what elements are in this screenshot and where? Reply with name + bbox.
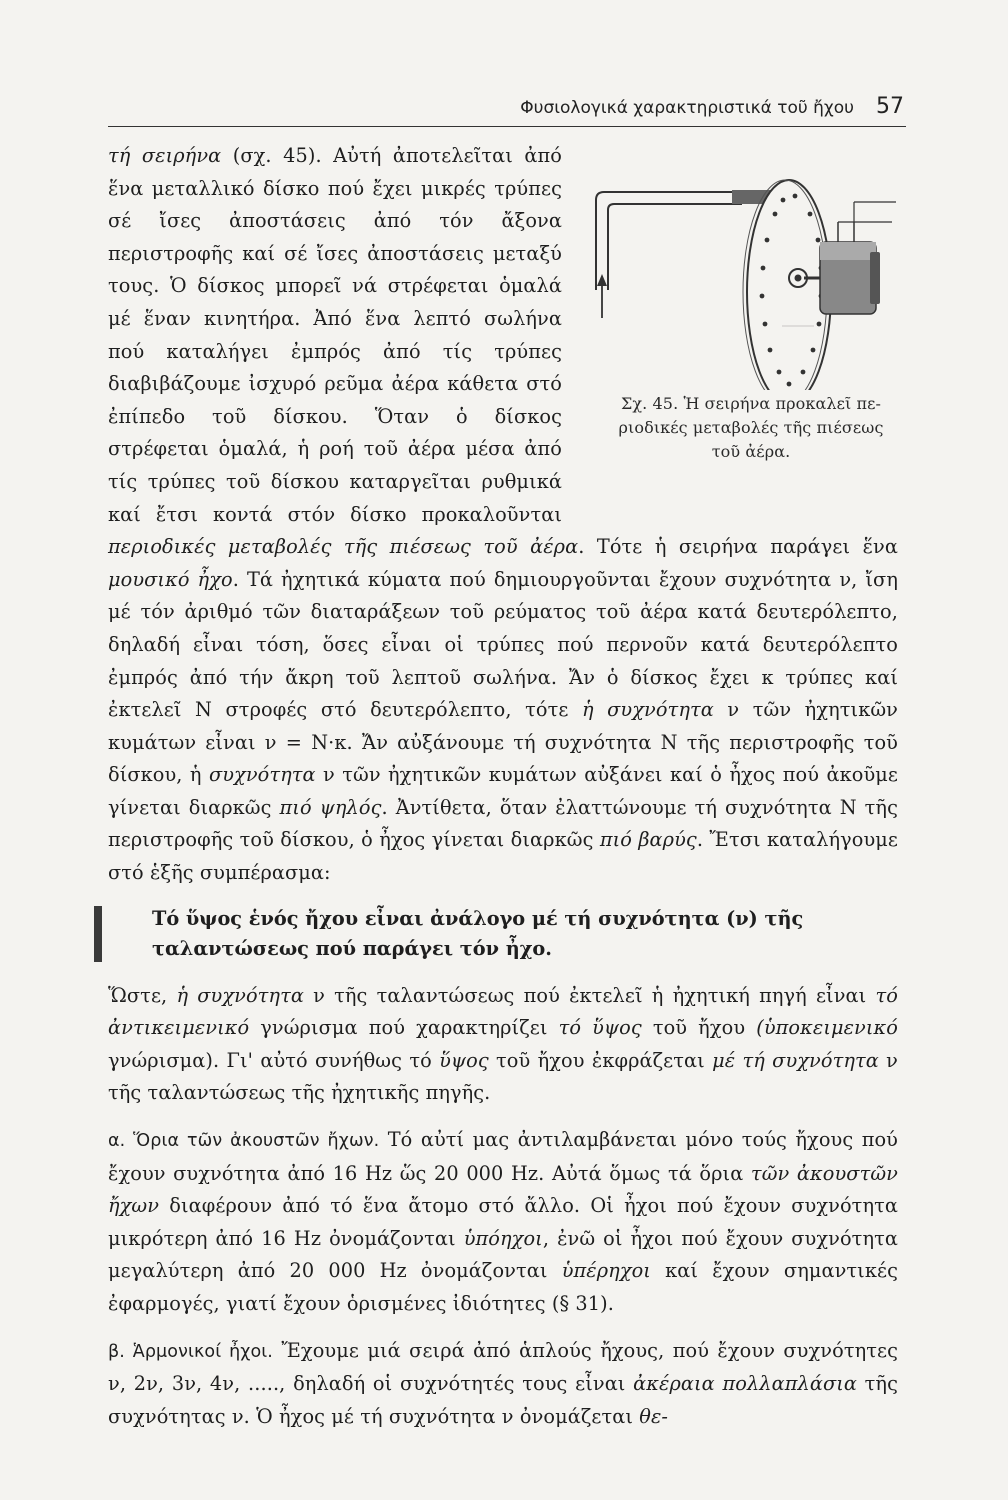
- text-run: . Ἔτσι καταλήγουμε στό ἑξῆς συμπέρασμα:: [108, 828, 898, 885]
- text-run: διαφέρουν ἀπό τό ἕνα ἄτομο στό ἄλλο. Οἱ ἦχοι πού ἔχουν συχνότητα μικρότερη ἀπό 16 Hz ὀνομάζονται: [108, 1194, 898, 1250]
- text-run: ν τῆς ταλαντώσεως πού ἐκτελεῖ ἡ ἠχητική πηγή εἶναι: [303, 983, 876, 1007]
- caption-line: ριοδικές μεταβολές τῆς πιέσεως: [618, 418, 884, 437]
- text-run: τοῦ ἤχου ἐκφράζεται: [488, 1048, 713, 1072]
- caption-line: Σχ. 45. Ἡ σειρήνα προκαλεῖ πε-: [620, 394, 882, 413]
- text-run: ν τῶν ἠχητικῶν κυμάτων αὐξάνει καί ὁ ἦχος πού ἀκοῦμε γίνεται διαρκῶς: [108, 763, 898, 819]
- running-header: [108, 96, 906, 127]
- text-run: γνώρισμα πού χαρακτηρίζει: [249, 1016, 559, 1040]
- text-italic: μέ τή συχνότητα: [712, 1048, 879, 1072]
- subsection-heading: α. Ὅρια τῶν ἀκουστῶν ἤχων.: [108, 1131, 380, 1152]
- text-run: , ἐνῶ οἱ ἦχοι πού ἔχουν συχνότητα μεγαλύτερη ἀπό 20 000 Hz ὀνομάζονται: [108, 1226, 898, 1283]
- text-run: . Ἀντίθετα, ὅταν ἐλαττώνουμε τή συχνότητα Ν τῆς περιστροφῆς τοῦ δίσκου, ὁ ἦχος γίνεται διαρκῶς: [108, 795, 898, 852]
- subsection-heading: β. Ἁρμονικοί ἦχοι.: [108, 1341, 273, 1362]
- paragraph-pitch: [108, 980, 898, 1110]
- paragraph-siren: [108, 140, 898, 890]
- text-run: Τό αὐτί μας ἀντιλαμβάνεται μόνο τούς ἤχους πού ἔχουν συχνότητα ἀπό 16 Hz ὥς 20 000 Hz. Αὐτά ὅμως τά ὅρια: [108, 1128, 898, 1185]
- text-italic: ὕψος: [439, 1048, 489, 1072]
- text-italic: θε-: [639, 1404, 669, 1428]
- rule-statement: Τό ὕψος ἑνός ἤχου εἶναι ἀνάλογο μέ τή συχνότητα (ν) τῆς ταλαντώσεως πού παράγει τόν ἦχο.: [108, 904, 898, 964]
- text-italic: ἀκέραια πολλαπλάσια: [633, 1372, 857, 1396]
- paragraph-audible-limits: [108, 1124, 898, 1321]
- text-run: τῆς συχνότητας ν. Ὁ ἦχος μέ τή συχνότητα ν ὀνομάζεται: [108, 1372, 898, 1428]
- text-run: (σχ. 45). Αὐτή ἀποτελεῖται ἀπό ἕνα μεταλλικό δίσκο πού ἔχει μικρές τρύπες σέ ἴσες ἀποστάσεις ἀπό τόν ἄξονα περιστροφῆς καί σέ ἴσες ἀποστάσεις μεταξύ τους. Ὁ δίσκος μπορεῖ νά στρέφεται ὁμαλά μέ ἕναν κινητήρα. Ἀπό ἕνα λεπτό σωλήνα πού καταλήγει ἐμπρός ἀπό τίς τρύπες διαβιβάζουμε ἰσχυρό ρεῦμα ἀέρα κάθετα στό ἐπίπεδο τοῦ δίσκου. Ὅταν ὁ δίσκος στρέφεται ὁμαλά, ἡ ροή τοῦ ἀέρα μέσα ἀπό τίς τρύπες τοῦ δίσκου καταργεῖται ρυθμικά καί ἔτσι κοντά στόν δίσκο προκαλοῦνται: [108, 144, 562, 526]
- text-run: ν τῆς ταλαντώσεως τῆς ἠχητικῆς πηγῆς.: [108, 1048, 898, 1105]
- text-italic: πιό ψηλός: [279, 795, 382, 819]
- text-italic: ἡ συχνότητα: [176, 983, 304, 1007]
- text-italic: τῶν ἀκουστῶν ἤχων: [108, 1161, 898, 1218]
- siren-illustration: [582, 158, 908, 390]
- text-run: τοῦ ἤχου: [641, 1016, 757, 1040]
- main-text: [108, 140, 898, 1433]
- text-run: Ἔχουμε μιά σειρά ἀπό ἁπλούς ἤχους, πού ἔχουν συχνότητες ν, 2ν, 3ν, 4ν, ....., δηλαδή οἱ συχνότητές τους εἶναι: [108, 1338, 898, 1396]
- figure-caption: [598, 392, 904, 464]
- text-italic: (ὑποκειμενικό: [756, 1016, 898, 1040]
- text-italic: μουσικό ἦχο: [108, 567, 233, 591]
- text-italic: συχνότητα: [208, 763, 316, 787]
- header-title: Φυσιολογικά χαρακτηριστικά τοῦ ἤχου: [520, 98, 854, 118]
- text-italic: πιό βαρύς: [599, 828, 697, 852]
- text-run: . Τότε ἡ σειρήνα παράγει ἕνα: [578, 535, 898, 559]
- caption-line: τοῦ ἀέρα.: [711, 442, 791, 461]
- text-italic: περιοδικές μεταβολές τῆς πιέσεως τοῦ ἀέρα: [108, 535, 579, 559]
- text-italic: ἡ συχνότητα: [581, 698, 714, 722]
- text-italic: τό ὕψος: [558, 1016, 642, 1040]
- text-italic: ὑπέρηχοι: [561, 1259, 651, 1283]
- page-number: 57: [876, 94, 904, 119]
- text-italic: ὑπόηχοι: [463, 1226, 543, 1250]
- text-italic: τή σειρήνα: [108, 144, 222, 167]
- paragraph-harmonics: [108, 1335, 898, 1434]
- text-run: Ὥστε,: [108, 983, 177, 1007]
- text-italic: τό ἀντικειμενικό: [108, 983, 898, 1040]
- text-run: καί ἔχουν σημαντικές ἐφαρμογές, γιατί ἔχουν ὁρισμένες ἰδιότητες (§ 31).: [108, 1259, 898, 1315]
- text-run: ν τῶν ἠχητικῶν κυμάτων εἶναι ν = Ν·κ. Ἄν αὐξάνουμε τή συχνότητα Ν τῆς περιστροφῆς τοῦ δίσκου, ἡ: [108, 698, 898, 787]
- text-run: . Τά ἠχητικά κύματα πού δημιουργοῦνται ἔχουν συχνότητα ν, ἴση μέ τόν ἀριθμό τῶν διαταράξεων τοῦ ρεύματος τοῦ ἀέρα κατά δευτερόλεπτο, δηλαδή εἶναι τόση, ὅσες εἶναι οἱ τρύπες πού περνοῦν κατά δευτερόλεπτο ἐμπρός ἀπό τήν ἄκρη τοῦ λεπτοῦ σωλήνα. Ἄν ὁ δίσκος ἔχει κ τρύπες καί ἐκτελεῖ Ν στροφές στό δευτερόλεπτο, τότε: [108, 567, 898, 722]
- figure-45: [582, 138, 908, 513]
- text-run: γνώρισμα). Γι' αὐτό συνήθως τό: [108, 1048, 440, 1072]
